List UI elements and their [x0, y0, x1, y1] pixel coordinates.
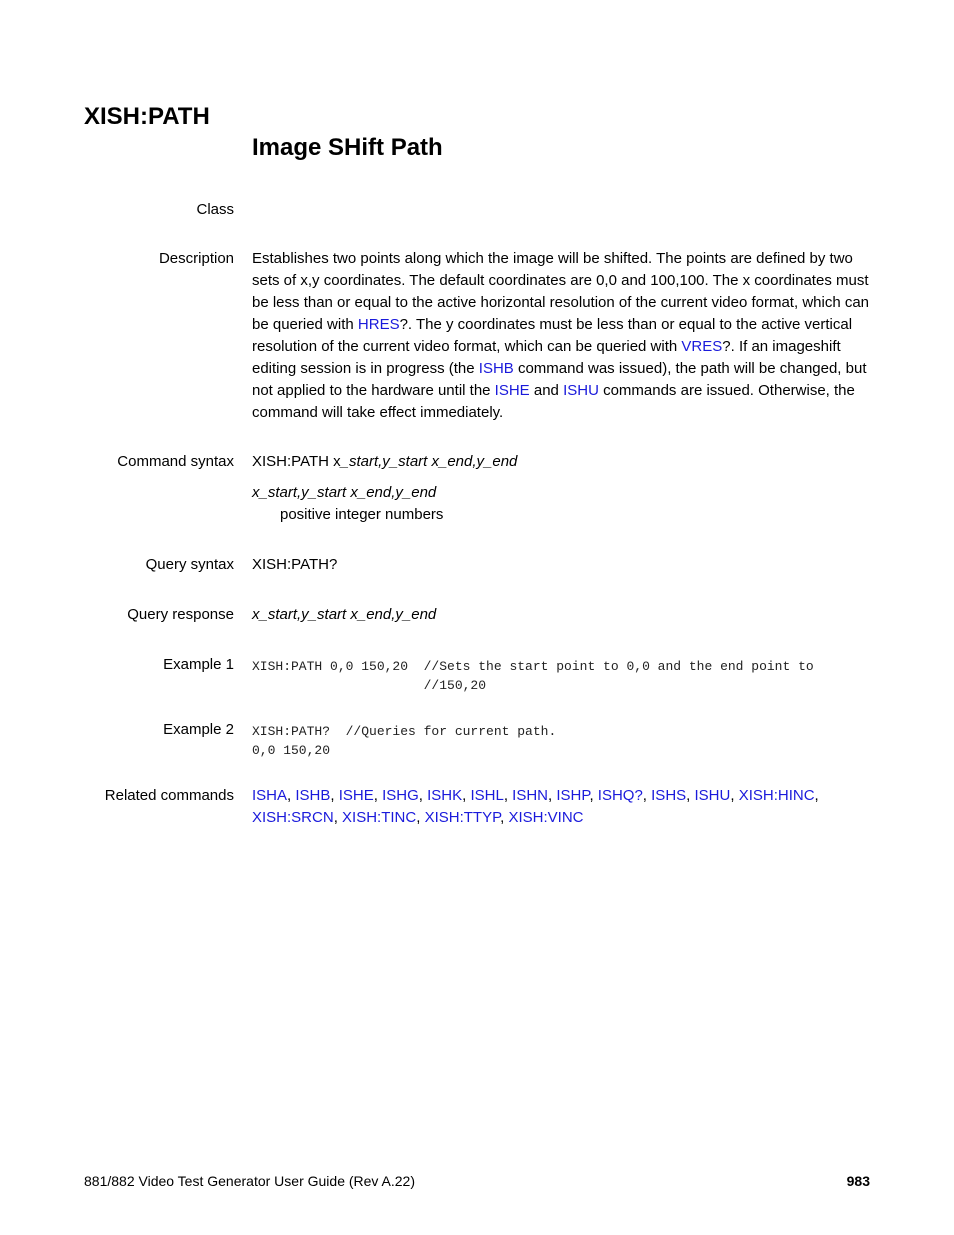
example1-code: XISH:PATH 0,0 150,20 //Sets the start point to 0,0 and the end point to //150,20 [252, 659, 814, 693]
separator: , [730, 787, 739, 804]
related-link-ishl[interactable]: ISHL [470, 787, 504, 804]
command-syntax-cmd: XISH:PATH x [252, 453, 341, 470]
description-label: Description [158, 250, 234, 267]
separator: , [500, 809, 509, 826]
related-commands-label: Related commands [104, 787, 234, 804]
separator: , [548, 787, 557, 804]
related-link-xish-vinc[interactable]: XISH:VINC [508, 809, 584, 826]
related-link-xish-ttyp[interactable]: XISH:TTYP [424, 809, 501, 826]
separator: , [416, 809, 425, 826]
query-response-value: x_start,y_start x_end,y_end [252, 606, 437, 623]
related-link-ishs[interactable]: ISHS [651, 787, 687, 804]
command-subtitle: Image SHift Path [252, 134, 443, 161]
separator: , [462, 787, 471, 804]
page-number: 983 [846, 1173, 870, 1189]
related-commands-list [252, 785, 872, 829]
description-text-part: Establishes two points along which the image will be shifted. The points are defined by two sets of x,y coordinates. The default coordinates are 0,0 and 100,100. The x coordinates must be less than or equal to the active horizontal resolution of the current video format, which can be queried with [252, 250, 870, 333]
related-link-ishn[interactable]: ISHN [512, 787, 549, 804]
link-ishe[interactable]: ISHE [494, 382, 530, 399]
example1-label: Example 1 [163, 656, 234, 673]
separator: , [333, 809, 343, 826]
related-link-ishp[interactable]: ISHP [556, 787, 590, 804]
description-text-part: ?. If an imageshift editing session is in progress (the [252, 338, 841, 377]
description-text [252, 248, 872, 424]
related-link-ishg[interactable]: ISHG [382, 787, 419, 804]
command-syntax-value [252, 451, 872, 526]
command-title: XISH:PATH [84, 103, 210, 130]
query-syntax-value: XISH:PATH? [252, 556, 338, 573]
separator: , [418, 787, 428, 804]
separator: , [287, 787, 296, 804]
command-syntax-args: _start,y_start x_end,y_end [340, 453, 518, 470]
separator: , [373, 787, 383, 804]
separator: , [589, 787, 598, 804]
query-syntax-label: Query syntax [145, 556, 234, 573]
example2-code: XISH:PATH? //Queries for current path. 0,0 150,20 [252, 724, 557, 758]
description-text-part: command was issued), the path will be changed, but not applied to the hardware until the [252, 360, 867, 399]
command-syntax-label: Command syntax [117, 453, 234, 470]
parameter-description: positive integer numbers [280, 506, 444, 523]
command-syntax-line [252, 451, 872, 473]
separator: , [686, 787, 695, 804]
description-text-part: commands are issued. Otherwise, the command will take effect immediately. [252, 382, 855, 421]
separator: , [814, 787, 819, 804]
separator: , [330, 787, 339, 804]
description-text-part: ?. The y coordinates must be less than or equal to the active vertical resolution of the current video format, which can be queried with [252, 316, 853, 355]
related-link-xish-hinc[interactable]: XISH:HINC [738, 787, 815, 804]
link-ishb[interactable]: ISHB [478, 360, 514, 377]
related-link-ishu[interactable]: ISHU [694, 787, 731, 804]
related-link-xish-tinc[interactable]: XISH:TINC [342, 809, 417, 826]
related-link-ishe[interactable]: ISHE [338, 787, 374, 804]
class-label: Class [196, 201, 234, 218]
related-link-xish-srcn[interactable]: XISH:SRCN [252, 809, 334, 826]
link-hres[interactable]: HRES [357, 316, 400, 333]
description-text-part: and [529, 382, 564, 399]
footer-guide-title: 881/882 Video Test Generator User Guide (Rev A.22) [84, 1173, 416, 1189]
link-ishu[interactable]: ISHU [563, 382, 599, 399]
separator: , [503, 787, 513, 804]
link-vres[interactable]: VRES [681, 338, 723, 355]
example2-label: Example 2 [163, 721, 234, 738]
related-link-ishb[interactable]: ISHB [295, 787, 331, 804]
separator: , [642, 787, 652, 804]
related-link-ishk[interactable]: ISHK [427, 787, 463, 804]
related-link-isha[interactable]: ISHA [252, 787, 288, 804]
related-link-ishq[interactable]: ISHQ? [597, 787, 643, 804]
parameter-name: x_start,y_start x_end,y_end [252, 484, 437, 501]
query-response-label: Query response [127, 606, 234, 623]
